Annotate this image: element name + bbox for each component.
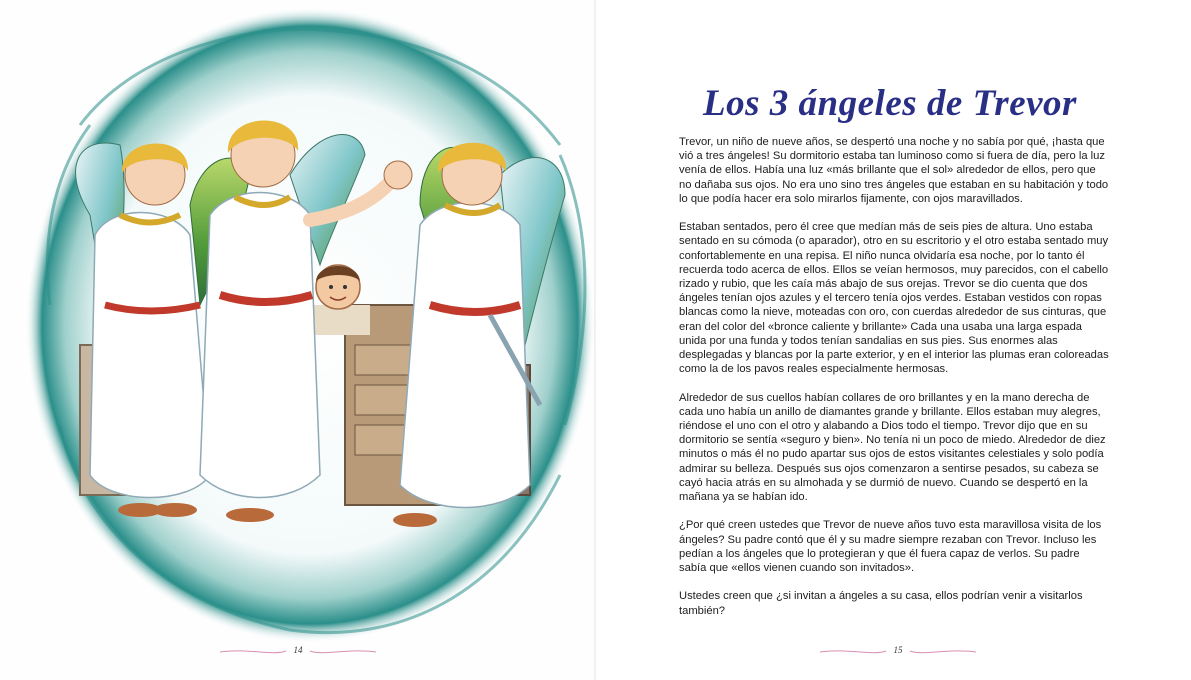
paragraph: Trevor, un niño de nueve años, se despertó una noche y no sabía por qué, ¡hasta que vió a tres ángeles! Su dormitorio estaba tan luminoso como si fuera de día, pero la luz venía de ellos. Había una luz «más brillante que el sol» alrededor de ellos, pero que no dañaba sus ojos. No era uno sino tres ángeles que estaban en su habitación y todo lo que podía hacer era solo mirarlos fijamente, con ojos maravillados. [679,136,1109,205]
page-number-right [818,643,978,657]
left-page [0,0,595,680]
page-number: 15 [893,645,903,655]
paragraph: Ustedes creen que ¿si invitan a ángeles a su casa, ellos podrían venir a visitarlos también? [679,590,1083,617]
paragraph: Estaban sentados, pero él cree que medían más de seis pies de altura. Uno estaba sentado en su cómoda (o aparador), otro en su escritorio y el otro estaba sentado muy confortablemente en una repisa. El niño nunca olvidaría esa noche, por lo tanto él recuerda todo acerca de ellos. Ellos se veían hermosos, muy parecidos, con el cabello rizado y rubio, que les caía más abajo de sus orejas. Trevor se dio cuenta que dos ángeles tenían ojos azules y el tercero tenía ojos verdes. Estaban vestidos con ropas blancas como la nieve, moteadas con oro, con cuerdas alrededor de sus cinturas, que eran del color del «bronce caliente y brillante» Cada una usaba una larga espada unida por una funda y todos tenían sandalias en sus pies. Sus enormes alas desplegadas y blancas por la parte exterior, y en el interior las plumas eran coloreadas como la de los pavos reales especialmente hermosas. [679,221,1109,376]
page-number-left [218,643,378,657]
paragraph: ¿Por qué creen ustedes que Trevor de nueve años tuvo esta maravillosa visita de los ángeles? Su padre contó que él y su madre siempre rezaban con Trevor. Incluso les pedían a los ángeles que lo protegieran y que él fuera capaz de verlos. Su padre sabía que «ellos vienen cuando son invitados». [679,519,1102,575]
angels-illustration [20,5,595,645]
paragraph: Alrededor de sus cuellos habían collares de oro brillantes y en la mano derecha de cada uno había un anillo de diamantes grande y brillante. Ellos estaban muy alegres, riéndose el uno con el otro y alabando a Dios todo el tiempo. Trevor dijo que en su dormitorio se sentía «seguro y bien». No tenía ni un poco de miedo. Alrededor de diez minutos o más él no pudo apartar sus ojos de estos visitantes celestiales y solo podía admirar su belleza. Después sus ojos comenzaron a sentirse pesados, su cabeza se cayó hacia atrás en su almohada y se durmió de nuevo. Cuando se despertó en la mañana ya se habían ido. [679,391,1106,504]
page-number: 14 [293,645,303,655]
story-body [679,135,1109,632]
page-title: Los 3 ángeles de Trevor [703,83,1077,124]
